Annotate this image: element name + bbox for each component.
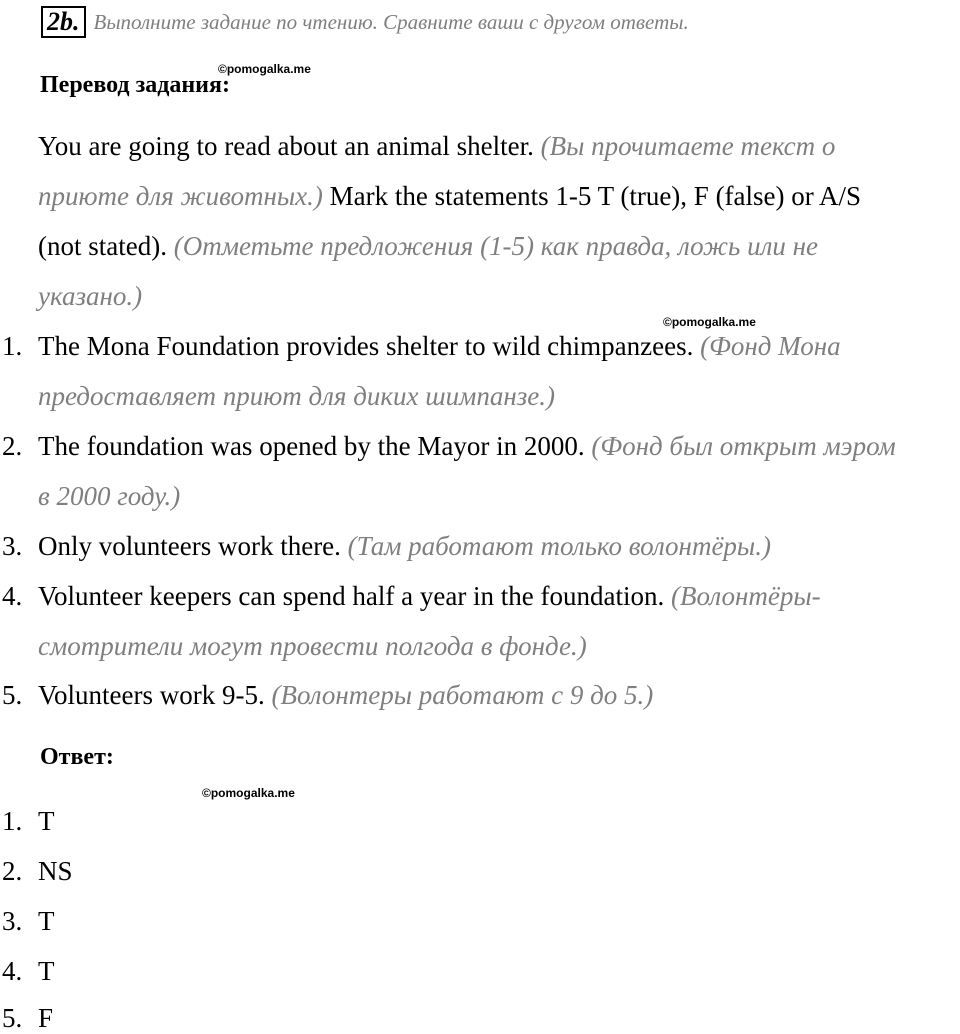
- watermark: ©pomogalka.me: [202, 786, 295, 800]
- answer-value: F: [38, 1003, 54, 1033]
- statement-number: 2.: [2, 431, 23, 461]
- statement-en: The Mona Foundation provides shelter to wild chimpanzees.: [38, 331, 694, 361]
- statement-number: 5.: [2, 680, 23, 710]
- task-instruction: Выполните задание по чтению. Сравните ваши с другом ответы.: [93, 9, 689, 34]
- statement-ru-continued: смотрители могут провести полгода в фонде.): [38, 631, 587, 661]
- intro-line-2-ru: приюте для животных.): [38, 181, 323, 211]
- intro-line-2: [38, 181, 861, 212]
- statement-en: Volunteer keepers can spend half a year in the foundation.: [38, 581, 665, 611]
- statement-number: 1.: [2, 331, 23, 361]
- intro-line-2-en: Mark the statements 1-5 T (true), F (false) or A/S: [329, 181, 862, 211]
- statement-3: [38, 531, 771, 562]
- statement-number: 4.: [2, 581, 23, 611]
- intro-line-1-ru: (Вы прочитаете текст о: [540, 131, 836, 161]
- statement-ru-continued: предоставляет приют для диких шимпанзе.): [38, 381, 556, 411]
- intro-line-4: указано.): [38, 281, 143, 311]
- intro-line-3-ru: (Отметьте предложения (1-5) как правда, ложь или не: [173, 231, 818, 261]
- task-header: [41, 4, 689, 40]
- answer-value: T: [38, 956, 55, 986]
- intro-line-3-en: (not stated).: [38, 231, 167, 261]
- answer-number: 5.: [2, 1003, 23, 1033]
- statement-en: Volunteers work 9-5.: [38, 680, 265, 710]
- answer-heading: Ответ:: [40, 744, 114, 770]
- answer-value: T: [38, 906, 55, 936]
- statement-number: 3.: [2, 531, 23, 561]
- answer-value: T: [38, 806, 55, 836]
- intro-line-1: [38, 131, 835, 162]
- answer-number: 1.: [2, 806, 23, 836]
- statement-ru: (Фонд был открыт мэром: [591, 431, 896, 461]
- statement-ru: (Фонд Мона: [700, 331, 841, 361]
- watermark: ©pomogalka.me: [218, 62, 311, 76]
- translation-heading: Перевод задания:: [40, 72, 230, 98]
- statement-ru: (Волонтёры-: [671, 581, 821, 611]
- intro-line-3: [38, 231, 818, 262]
- statement-en: Only volunteers work there.: [38, 531, 341, 561]
- statement-4: [38, 581, 821, 612]
- intro-line-1-en: You are going to read about an animal shelter.: [38, 131, 534, 161]
- answer-number: 3.: [2, 906, 23, 936]
- answer-number: 2.: [2, 856, 23, 886]
- statement-ru: (Там работают только волонтёры.): [347, 531, 771, 561]
- statement-ru-continued: в 2000 году.): [38, 481, 181, 511]
- statement-2: [38, 431, 896, 462]
- watermark: ©pomogalka.me: [663, 315, 756, 329]
- answer-number: 4.: [2, 956, 23, 986]
- statement-5: [38, 680, 653, 711]
- statement-ru: (Волонтеры работают с 9 до 5.): [271, 680, 654, 710]
- statement-1: [38, 331, 841, 362]
- answer-value: NS: [38, 856, 73, 886]
- task-number-box: 2b.: [41, 6, 86, 38]
- statement-en: The foundation was opened by the Mayor in 2000.: [38, 431, 585, 461]
